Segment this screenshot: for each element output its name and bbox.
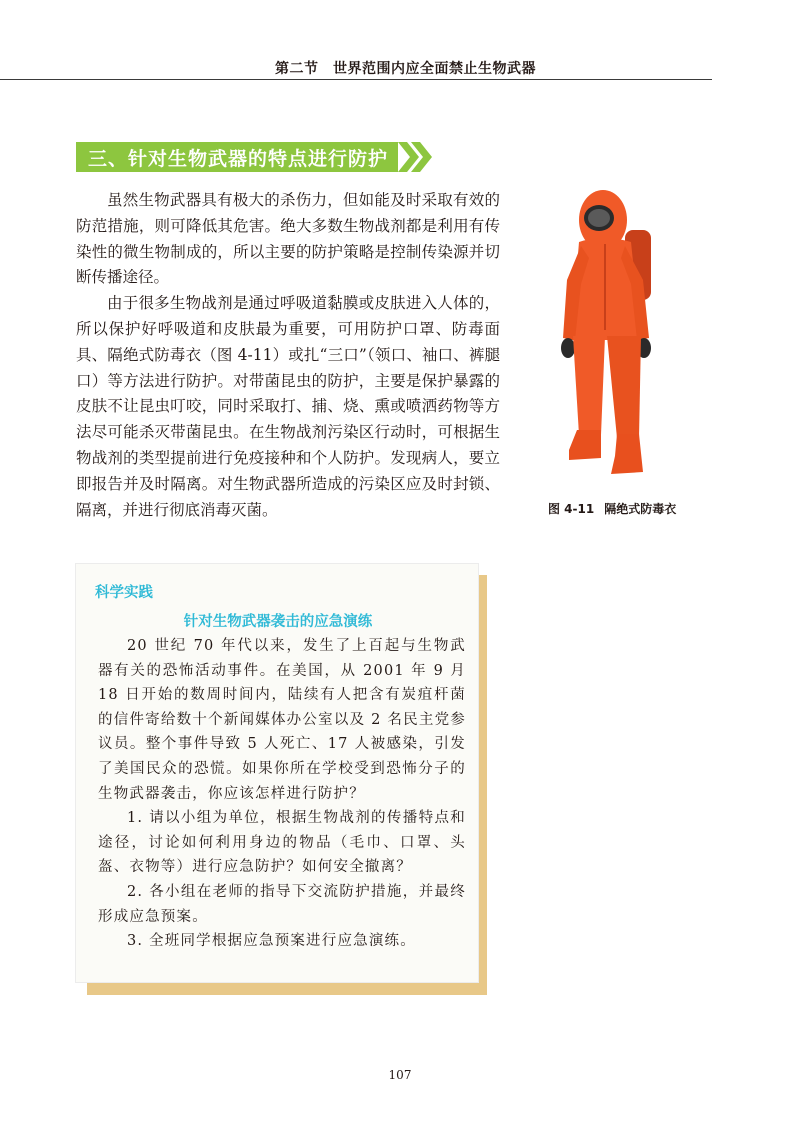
running-header: 第二节 世界范围内应全面禁止生物武器 [275,61,536,77]
practice-step: 1. 请以小组为单位，根据生物战剂的传播特点和途径，讨论如何利用身边的物品（毛巾、口罩、头盔、衣物等）进行应急防护？如何安全撤离？ [98,810,466,876]
header-rule [0,79,712,80]
figure-caption [548,500,708,517]
section-heading [76,142,398,172]
practice-label: 科学实践 [95,585,153,601]
protective-suit-illustration [555,180,675,480]
figure-caption-text: 隔绝式防毒衣 [604,502,677,516]
page-number: 107 [388,1068,412,1082]
science-practice-box [75,563,479,983]
body-paragraph: 由于很多生物战剂是通过呼吸道黏膜或皮肤进入人体的，所以保护好呼吸道和皮肤最为重要，可用防护口罩、防毒面具、隔绝式防毒衣（图 4-11）或扎“三口”（领口、袖口、裤腿口）等方法进行防护。对带菌昆虫的防护，主要是保护暴露的皮肤不让昆虫叮咬，同时采取打、捕、烧、熏或喷洒药物等方法尽可能杀灭带菌昆虫。在生物战剂污染区行动时，可根据生物战剂的类型提前进行免疫接种和个人防护。发现病人，要立即报告并及时隔离。对生物武器所造成的污染区应及时封锁、隔离，并进行彻底消毒灭菌。 [76,294,500,519]
practice-text [98,634,466,954]
practice-title: 针对生物武器袭击的应急演练 [183,614,373,630]
practice-paragraph: 20 世纪 70 年代以来，发生了上百起与生物武器有关的恐怖活动事件。在美国，从 2001 年 9 月 18 日开始的数周时间内，陆续有人把含有炭疽杆菌的信件寄给数十个新闻媒体办公室以及 2 名民主党参议员。整个事件导致 5 人死亡、17 人被感染，引发了美国民众的恐慌。如果你所在学校受到恐怖分子的生物武器袭击，你应该怎样进行防护？ [98,638,466,802]
main-body-text [76,188,500,523]
body-paragraph: 虽然生物武器具有极大的杀伤力，但如能及时采取有效的防范措施，则可降低其危害。绝大多数生物战剂都是利用有传染性的微生物制成的，所以主要的防护策略是控制传染源并切断传播途径。 [76,191,500,287]
figure-number: 图 4-11 [548,502,595,516]
practice-step: 3. 全班同学根据应急预案进行应急演练。 [127,933,416,950]
practice-step: 2. 各小组在老师的指导下交流防护措施，并最终形成应急预案。 [98,883,466,925]
section-heading-text: 三、针对生物武器的特点进行防护 [88,147,389,170]
double-chevron-icon [398,140,434,174]
